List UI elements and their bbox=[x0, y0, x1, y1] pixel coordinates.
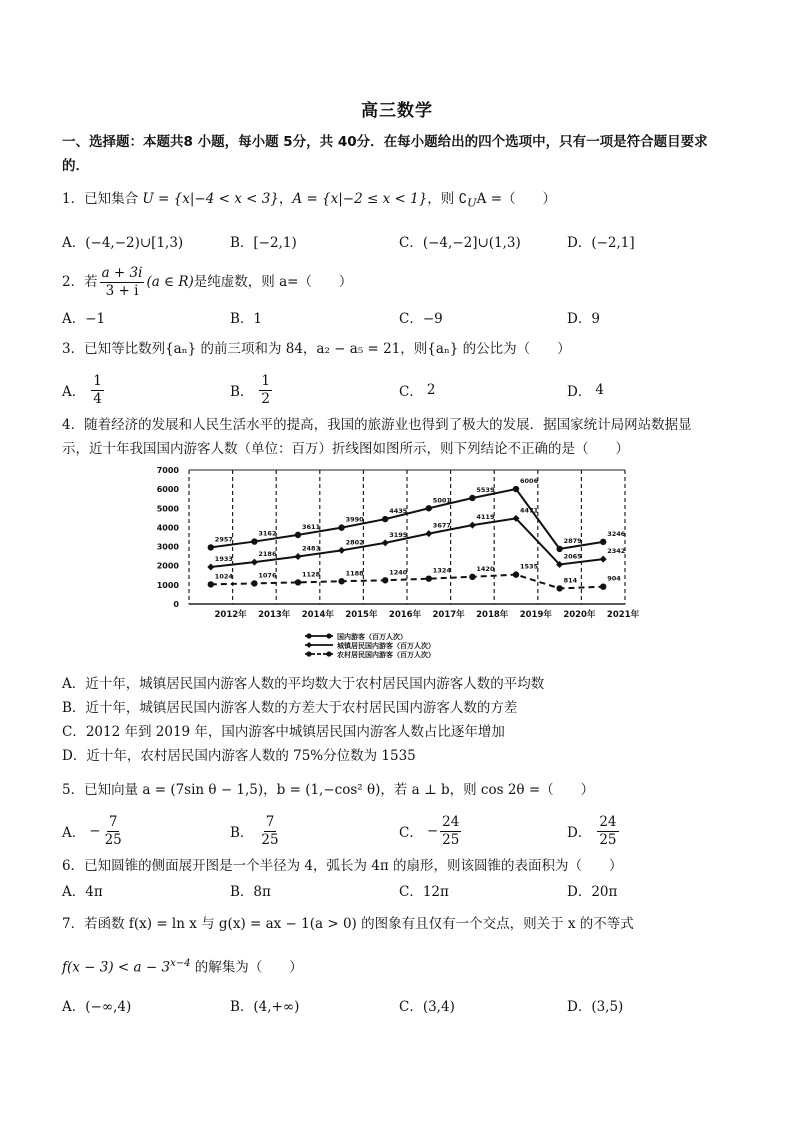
q7-option-c[interactable]: C．(3,4) bbox=[399, 999, 455, 1015]
series-2-point bbox=[295, 553, 302, 560]
q5-b-label: B． bbox=[230, 825, 254, 841]
x-tick-label: 2020年 bbox=[563, 610, 596, 620]
y-tick-label: 4000 bbox=[156, 523, 179, 533]
series-2-data-label: 4471 bbox=[520, 506, 539, 515]
question-4-line2: 示，近十年我国国内游客人数（单位：百万）折线图如图所示，则下列结论不正确的是（ ） bbox=[62, 441, 629, 457]
series-1-data-label: 3611 bbox=[302, 522, 321, 531]
series-3-data-label: 1024 bbox=[214, 572, 233, 581]
x-tick-label: 2015年 bbox=[345, 610, 378, 620]
series-3-point bbox=[208, 581, 214, 587]
q2-fraction bbox=[100, 265, 145, 300]
series-2-point bbox=[251, 559, 258, 566]
series-3-data-label: 1420 bbox=[476, 564, 495, 573]
series-1-point bbox=[295, 532, 301, 538]
x-tick-label: 2012年 bbox=[214, 610, 247, 620]
series-3-point bbox=[295, 579, 301, 585]
series-1-point bbox=[426, 505, 432, 511]
legend-entry-3: 农村居民国内游客（百万人次） bbox=[337, 651, 435, 659]
series-2-data-label: 2342 bbox=[607, 547, 626, 556]
q7-option-d[interactable]: D．(3,5) bbox=[567, 999, 624, 1015]
series-3-point bbox=[251, 580, 257, 586]
series-1-point bbox=[600, 539, 606, 545]
x-tick-label: 2013年 bbox=[258, 610, 291, 620]
series-3-data-label: 1240 bbox=[389, 568, 408, 577]
series-3-data-label: 1188 bbox=[345, 569, 364, 578]
q3-option-a-fraction bbox=[91, 373, 104, 408]
y-tick-label: 3000 bbox=[156, 542, 179, 552]
q2-prefix: 2．若 bbox=[62, 274, 98, 290]
series-1-data-label: 4435 bbox=[389, 507, 408, 516]
q5-b-fraction bbox=[259, 814, 280, 849]
q4-statement-a[interactable]: A．近十年，城镇居民国内游客人数的平均数大于农村居民国内游客人数的平均数 bbox=[62, 676, 545, 692]
q6-options bbox=[62, 879, 732, 901]
q6-option-c[interactable]: C．12π bbox=[399, 884, 449, 900]
q3-option-c-value: 2 bbox=[426, 382, 436, 398]
q1-text-b: ，则 ∁ bbox=[427, 191, 468, 207]
q2-option-c[interactable]: C．−9 bbox=[399, 311, 443, 327]
series-2-data-label: 2186 bbox=[258, 550, 277, 559]
question-5: 5．已知向量 a = (7sin θ − 1,5)，b = (1,−cos² θ)，若 a ⊥ b，则 cos 2θ =（ ） bbox=[62, 782, 595, 798]
q3-option-d[interactable] bbox=[567, 369, 604, 411]
q7-option-a[interactable]: A．(−∞,4) bbox=[62, 999, 132, 1015]
series-2-data-label: 2065 bbox=[563, 552, 582, 561]
x-tick-label: 2016年 bbox=[388, 610, 422, 620]
series-1-data-label: 3162 bbox=[258, 529, 277, 538]
q3-option-b-fraction bbox=[259, 373, 272, 408]
series-1-point bbox=[208, 544, 214, 550]
q5-option-c[interactable] bbox=[399, 810, 463, 852]
q5-c-label: C． bbox=[399, 825, 423, 841]
q5-d-fraction bbox=[597, 814, 618, 849]
question-7-line1: 7．若函数 f(x) = ln x 与 g(x) = ax − 1(a > 0) 的图象有且仅有一个交点，则关于 x 的不等式 bbox=[62, 916, 634, 932]
q5-d-den: 25 bbox=[599, 831, 617, 848]
series-3-point bbox=[556, 585, 562, 591]
q6-option-a[interactable]: A．4π bbox=[62, 884, 103, 900]
legend-marker-2 bbox=[306, 642, 312, 648]
series-1-data-label: 3246 bbox=[607, 529, 626, 538]
page-title: 高三数学 bbox=[361, 101, 433, 121]
y-tick-label: 1000 bbox=[156, 580, 179, 590]
series-1-data-label: 6006 bbox=[520, 477, 539, 486]
series-3-data-label: 814 bbox=[563, 576, 578, 585]
q1-set-u: U = {x|−4 < x < 3} bbox=[142, 191, 279, 207]
q7-suffix: 的解集为（ ） bbox=[190, 959, 303, 976]
q3-b-den: 2 bbox=[261, 390, 271, 407]
series-2-data-label: 4119 bbox=[476, 513, 495, 522]
q5-c-fraction bbox=[440, 814, 461, 849]
q7-options bbox=[62, 994, 732, 1016]
legend-marker-1 bbox=[306, 633, 311, 638]
x-tick-label: 2014年 bbox=[301, 610, 334, 620]
series-1-point bbox=[513, 486, 519, 492]
q2-option-a[interactable]: A．−1 bbox=[62, 311, 106, 327]
q1-sub: U bbox=[467, 196, 477, 210]
q2-denominator: 3 + i bbox=[105, 282, 139, 299]
q2-numerator: a + 3i bbox=[101, 264, 143, 281]
q1-option-c[interactable]: C．(−4,−2]∪(1,3) bbox=[399, 235, 521, 251]
q7-inequality: f(x − 3) < a − 3 bbox=[62, 959, 171, 976]
q5-a-sign: − bbox=[89, 823, 101, 839]
q1-text-c: A =（ ） bbox=[476, 191, 557, 207]
q3-a-num: 1 bbox=[93, 372, 102, 389]
q3-a-den: 4 bbox=[93, 390, 102, 407]
series-3-data-label: 1128 bbox=[302, 570, 321, 579]
series-2-data-label: 2483 bbox=[302, 544, 321, 553]
legend-marker-1-end bbox=[326, 633, 331, 638]
q5-d-label: D． bbox=[567, 825, 592, 841]
series-2-point bbox=[425, 530, 432, 537]
series-3-data-label: 1324 bbox=[432, 566, 451, 575]
question-1 bbox=[62, 188, 732, 215]
series-1-point bbox=[251, 538, 257, 544]
q5-option-b[interactable] bbox=[230, 810, 283, 852]
q2-options bbox=[62, 306, 732, 328]
series-1-data-label: 2879 bbox=[563, 536, 582, 545]
series-2-data-label: 3677 bbox=[432, 521, 451, 530]
q3-option-d-value: 4 bbox=[595, 382, 604, 398]
q1-options bbox=[62, 221, 732, 261]
legend-entry-2: 城镇居民国内游客（百万人次） bbox=[337, 642, 435, 650]
series-3-data-label: 904 bbox=[607, 574, 621, 583]
q5-a-num: 7 bbox=[108, 813, 118, 830]
q2-option-d[interactable]: D．9 bbox=[567, 311, 600, 327]
q5-a-label: A． bbox=[62, 825, 86, 841]
q5-options bbox=[62, 810, 732, 852]
q5-c-num: 24 bbox=[442, 813, 460, 830]
q5-a-den: 25 bbox=[104, 831, 122, 848]
question-6: 6．已知圆锥的侧面展开图是一个半径为 4，弧长为 4π 的扇形，则该圆锥的表面积为（ ） bbox=[62, 858, 623, 874]
series-1-data-label: 3990 bbox=[345, 515, 364, 524]
q2-condition: (a ∈ R) bbox=[146, 274, 194, 290]
q1-text: 1．已知集合 bbox=[62, 191, 139, 207]
series-1-data-label: 5001 bbox=[432, 496, 451, 505]
series-2-point bbox=[382, 539, 389, 546]
series-1-point bbox=[556, 546, 562, 552]
q5-c-sign: − bbox=[426, 823, 439, 839]
q3-option-c-label: C． bbox=[399, 384, 423, 400]
q3-options bbox=[62, 369, 732, 411]
question-3: 3．已知等比数列{aₙ} 的前三项和为 84，a₂ − a₅ = 21，则{aₙ} 的公比为（ ） bbox=[62, 341, 571, 357]
series-2-data-label: 2802 bbox=[345, 538, 364, 547]
series-3-point bbox=[382, 577, 388, 583]
q7-exponent: x−4 bbox=[170, 958, 191, 969]
legend-marker-3 bbox=[306, 651, 311, 656]
x-tick-label: 2018年 bbox=[476, 610, 509, 620]
series-3-point bbox=[600, 583, 606, 589]
series-2-point bbox=[469, 522, 476, 529]
question-4-line1: 4．随着经济的发展和人民生活水平的提高，我国的旅游业也得到了极大的发展．据国家统计局网站数据显 bbox=[62, 417, 692, 433]
q1-option-d[interactable]: D．(−2,1] bbox=[567, 235, 635, 251]
legend-entry-1: 国内游客（百万人次） bbox=[337, 633, 407, 641]
x-tick-label: 2021年 bbox=[606, 610, 640, 620]
q5-option-a[interactable] bbox=[62, 810, 126, 852]
y-tick-label: 6000 bbox=[156, 485, 179, 495]
q3-option-c[interactable] bbox=[399, 369, 435, 411]
q6-option-d[interactable]: D．20π bbox=[567, 884, 618, 900]
q5-b-num: 7 bbox=[265, 813, 275, 830]
q1-sep: ， bbox=[278, 191, 293, 207]
series-2-data-label: 3195 bbox=[389, 530, 408, 539]
q2-suffix: 是纯虚数，则 a=（ ） bbox=[193, 274, 353, 290]
q7-option-b[interactable]: B．(4,+∞) bbox=[230, 999, 300, 1015]
series-3-point bbox=[469, 574, 475, 580]
series-3-point bbox=[426, 575, 432, 581]
legend-marker-3-end bbox=[326, 651, 331, 656]
q5-c-den: 25 bbox=[442, 831, 460, 848]
q3-option-a-label: A． bbox=[62, 384, 86, 400]
section-instructions: 一、选择题：本题共8 小题，每小题 5分，共 40分．在每小题给出的四个选项中，只有一项是符合题目要求的． bbox=[62, 134, 708, 174]
q3-option-b[interactable] bbox=[230, 369, 274, 411]
q3-b-num: 1 bbox=[261, 372, 271, 389]
q4-statement-c[interactable]: C．2012 年到 2019 年，国内游客中城镇居民国内游客人数占比逐年增加 bbox=[62, 724, 505, 740]
x-tick-label: 2017年 bbox=[432, 610, 465, 620]
question-7-line2 bbox=[62, 953, 732, 979]
q5-d-num: 24 bbox=[599, 813, 617, 830]
series-1-data-label: 5539 bbox=[476, 485, 495, 494]
q4-statement-d[interactable]: D．近十年，农村居民国内游客人数的 75%分位数为 1535 bbox=[62, 748, 416, 764]
question-2 bbox=[62, 262, 732, 302]
q5-a-fraction bbox=[103, 814, 124, 849]
q3-option-b-label: B． bbox=[230, 384, 254, 400]
y-tick-label: 2000 bbox=[156, 561, 179, 571]
series-1-point bbox=[469, 495, 475, 501]
series-1-point bbox=[338, 524, 344, 530]
y-tick-label: 0 bbox=[173, 600, 179, 609]
series-2-data-label: 1933 bbox=[214, 554, 233, 563]
q5-b-den: 25 bbox=[261, 831, 279, 848]
q2-option-b[interactable]: B．1 bbox=[230, 311, 263, 327]
q1-set-a: A = {x|−2 ≤ x < 1} bbox=[292, 191, 428, 207]
q5-option-d[interactable] bbox=[567, 810, 621, 852]
x-tick-label: 2019年 bbox=[519, 610, 552, 620]
y-tick-label: 5000 bbox=[156, 504, 179, 514]
q6-option-b[interactable]: B．8π bbox=[230, 884, 271, 900]
q1-option-a[interactable]: A．(−4,−2)∪[1,3) bbox=[62, 235, 184, 251]
q1-option-b[interactable]: B．[−2,1) bbox=[230, 235, 297, 251]
series-1-data-label: 2957 bbox=[214, 535, 233, 544]
series-3-point bbox=[338, 578, 344, 584]
series-3-data-label: 1076 bbox=[258, 571, 277, 580]
series-2-point bbox=[600, 556, 607, 563]
series-2-point bbox=[207, 563, 214, 570]
q4-statement-b[interactable]: B．近十年，城镇居民国内游客人数的方差大于农村居民国内游客人数的方差 bbox=[62, 700, 518, 716]
q3-option-d-label: D． bbox=[567, 384, 592, 400]
series-3-point bbox=[513, 571, 519, 577]
q3-option-a[interactable] bbox=[62, 369, 106, 411]
series-3-data-label: 1535 bbox=[520, 562, 539, 571]
series-1-point bbox=[382, 516, 388, 522]
tourist-line-chart bbox=[155, 464, 640, 672]
y-tick-label: 7000 bbox=[156, 466, 179, 475]
series-2-point bbox=[338, 547, 345, 554]
